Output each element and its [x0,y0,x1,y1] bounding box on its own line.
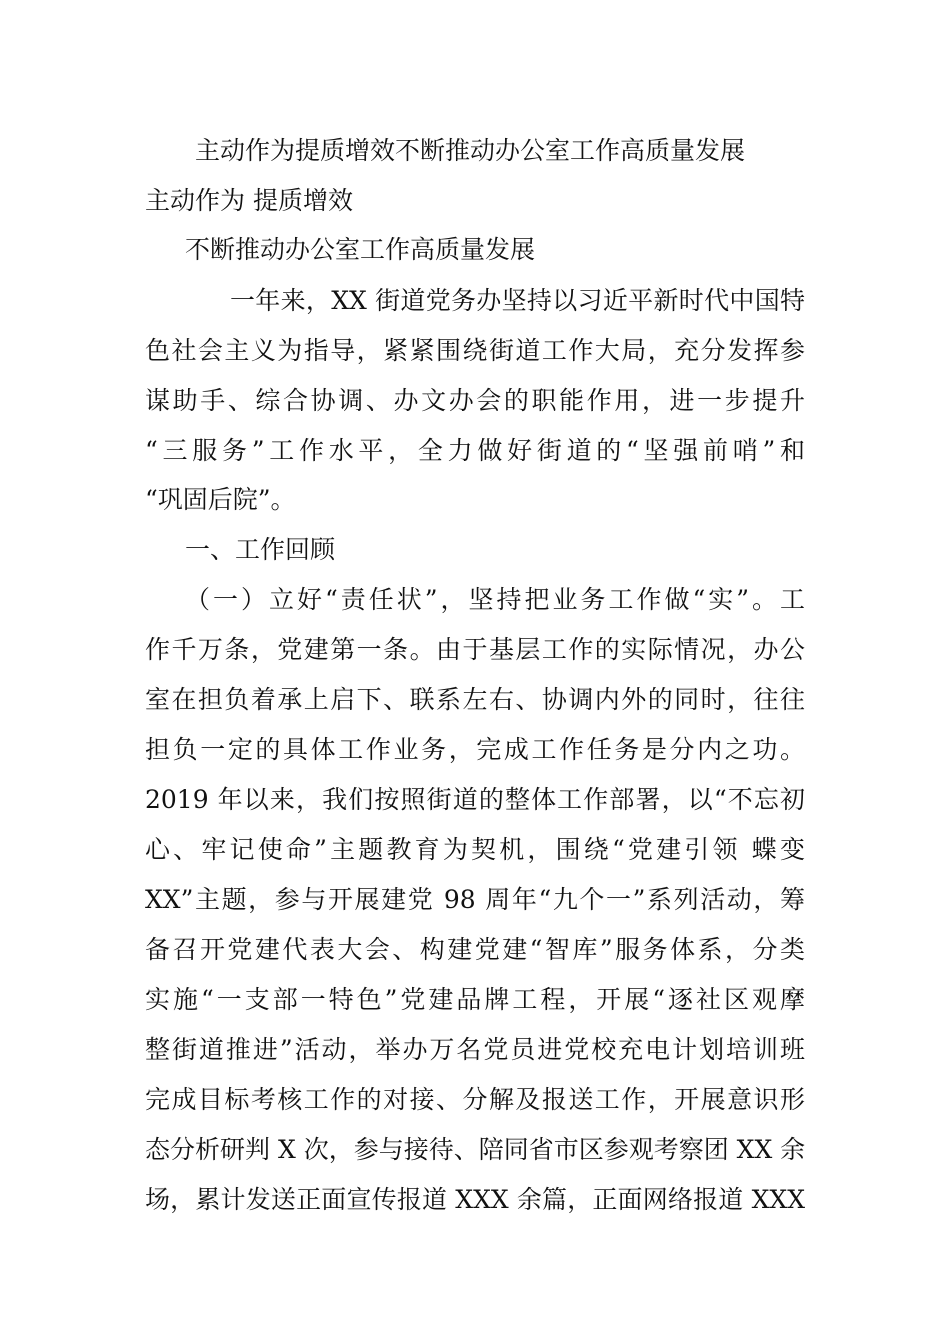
intro-line: “巩固后院”。 [145,485,296,514]
intro-line: 色社会主义为指导，紧紧围绕街道工作大局，充分发挥参 [145,336,805,365]
section-line: 整街道推进”活动，举办万名党员进党校充电计划培训班 [145,1035,805,1064]
section-line: 心、牢记使命”主题教育为契机，围绕“党建引领 蝶变 [145,835,805,864]
intro-line: 一年来，XX 街道党务办坚持以习近平新时代中国特 [230,286,805,315]
section-line: 场，累计发送正面宣传报道 XXX 余篇，正面网络报道 XXX [145,1185,805,1214]
section-line: 室在担负着承上启下、联系左右、协调内外的同时，往往 [145,685,805,714]
section-line: 2019 年以来，我们按照街道的整体工作部署，以“不忘初 [145,785,805,814]
section-line: 担负一定的具体工作业务，完成工作任务是分内之功。 [145,735,805,764]
subtitle-line-1: 主动作为 提质增效 [145,186,353,215]
section-line: XX”主题，参与开展建党 98 周年“九个一”系列活动，筹 [145,885,805,914]
intro-line: “三服务”工作水平，全力做好街道的“坚强前哨”和 [145,436,805,465]
intro-line: 谋助手、综合协调、办文办会的职能作用，进一步提升 [145,386,805,415]
section-line: 态分析研判 X 次，参与接待、陪同省市区参观考察团 XX 余 [145,1135,806,1164]
subtitle-line-2: 不断推动办公室工作高质量发展 [185,235,536,264]
document-title: 主动作为提质增效不断推动办公室工作高质量发展 [195,136,746,165]
section-line: （一）立好“责任状”，坚持把业务工作做“实”。工 [185,585,805,614]
section-line: 实施“一支部一特色”党建品牌工程，开展“逐社区观摩 [145,985,805,1014]
section-line: 备召开党建代表大会、构建党建“智库”服务体系，分类 [145,935,805,964]
section-heading: 一、工作回顾 [185,535,336,564]
section-line: 完成目标考核工作的对接、分解及报送工作，开展意识形 [145,1085,805,1114]
section-line: 作千万条，党建第一条。由于基层工作的实际情况，办公 [145,635,805,664]
